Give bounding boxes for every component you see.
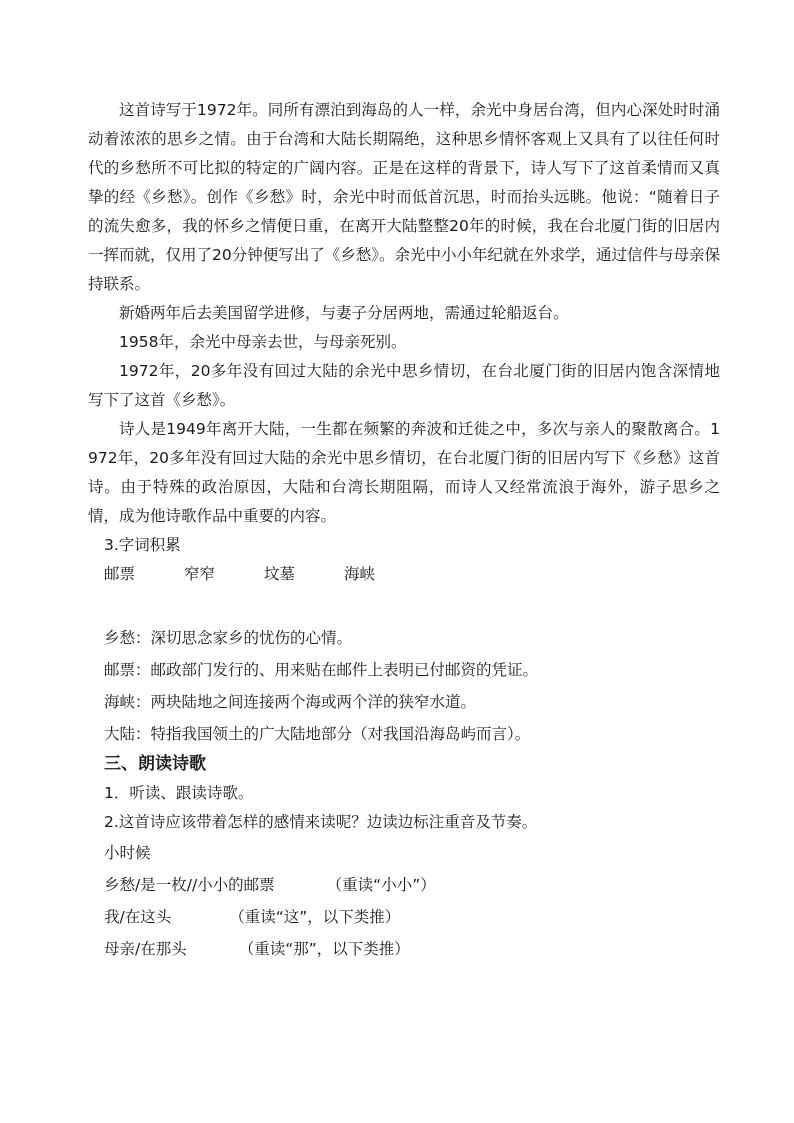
reading-step-2: 2.这首诗应该带着怎样的感情来读呢？边读边标注重音及节奏。 xyxy=(104,813,538,831)
paragraph-1958: 1958年，余光中母亲去世，与母亲死别。 xyxy=(119,333,407,351)
paragraph-poet-life: 诗人是1949年离开大陆，一生都在频繁的奔波和迁徙之中，多次与亲人的聚散离合。1972年，20多年没有回过大陆的余光中思乡情切，在台北厦门街的旧居内写下《乡愁》这首诗。由于特殊的政治原因，大陆和台湾长期阻隔，而诗人又经常流浪于海外，游子思乡之情，成为他诗歌作品中重要的内容。 xyxy=(88,420,720,525)
paragraph-1972: 1972年，20多年没有回过大陆的余光中思乡情切，在台北厦门街的旧居内饱含深情地写下了这首《乡愁》。 xyxy=(88,362,720,409)
poem-line xyxy=(104,837,720,869)
paragraph-background: 这首诗写于1972年。同所有漂泊到海岛的人一样，余光中身居台湾，但内心深处时时涌动着浓浓的思乡之情。由于台湾和大陆长期隔绝，这种思乡情怀客观上又具有了以往任何时代的乡愁所不可比拟的特定的广阔内容。正是在这样的背景下，诗人写下了这首柔情而又真挚的经《乡愁》。创作《乡愁》时，余光中时而低首沉思，时而抬头远眺。他说：“随着日子的流失愈多，我的怀乡之情便日重，在离开大陆整整20年的时候，我在台北厦门街的旧居内一挥而就，仅用了20分钟便写出了《乡愁》。余光中小小年纪就在外求学，通过信件与母亲保持联系。 xyxy=(88,101,720,293)
section-heading-reading: 三、朗读诗歌 xyxy=(104,754,206,774)
poem-line-note: （重读“小小”） xyxy=(326,876,436,894)
vocabulary-word-list xyxy=(104,560,720,589)
section-title-vocabulary: 3.字词积累 xyxy=(104,536,181,554)
poem-line xyxy=(104,869,720,901)
poem-line-note: （重读“这”，以下类推） xyxy=(229,908,401,926)
poem-line-text: 我/在这头 xyxy=(104,908,172,926)
poem-line xyxy=(104,933,720,965)
vocabulary-word: 邮票 xyxy=(104,565,136,583)
poem-line-text: 乡愁/是一枚//小小的邮票 xyxy=(104,876,275,894)
document-body xyxy=(88,96,720,965)
definition-item: 海峡：两块陆地之间连接两个海或两个洋的狭窄水道。 xyxy=(104,693,477,711)
poem-line-text: 母亲/在那头 xyxy=(104,940,187,958)
poem-line-note: （重读“那”，以下类推） xyxy=(238,940,410,958)
spacer xyxy=(88,589,720,622)
definition-item: 邮票：邮政部门发行的、用来贴在邮件上表明已付邮资的凭证。 xyxy=(104,661,539,679)
definition-item: 乡愁：深切思念家乡的忧伤的心情。 xyxy=(104,629,353,647)
vocabulary-word: 海峡 xyxy=(344,565,376,583)
vocabulary-word: 坟墓 xyxy=(264,565,296,583)
paragraph-marriage: 新婚两年后去美国留学进修，与妻子分居两地，需通过轮船返台。 xyxy=(119,304,569,322)
reading-step-1: 1．听读、跟读诗歌。 xyxy=(104,784,254,802)
poem-line-text: 小时候 xyxy=(104,844,151,862)
definition-item: 大陆：特指我国领土的广大陆地部分（对我国沿海岛屿而言）。 xyxy=(104,725,531,743)
vocabulary-word: 窄窄 xyxy=(184,565,216,583)
poem-line xyxy=(104,901,720,933)
